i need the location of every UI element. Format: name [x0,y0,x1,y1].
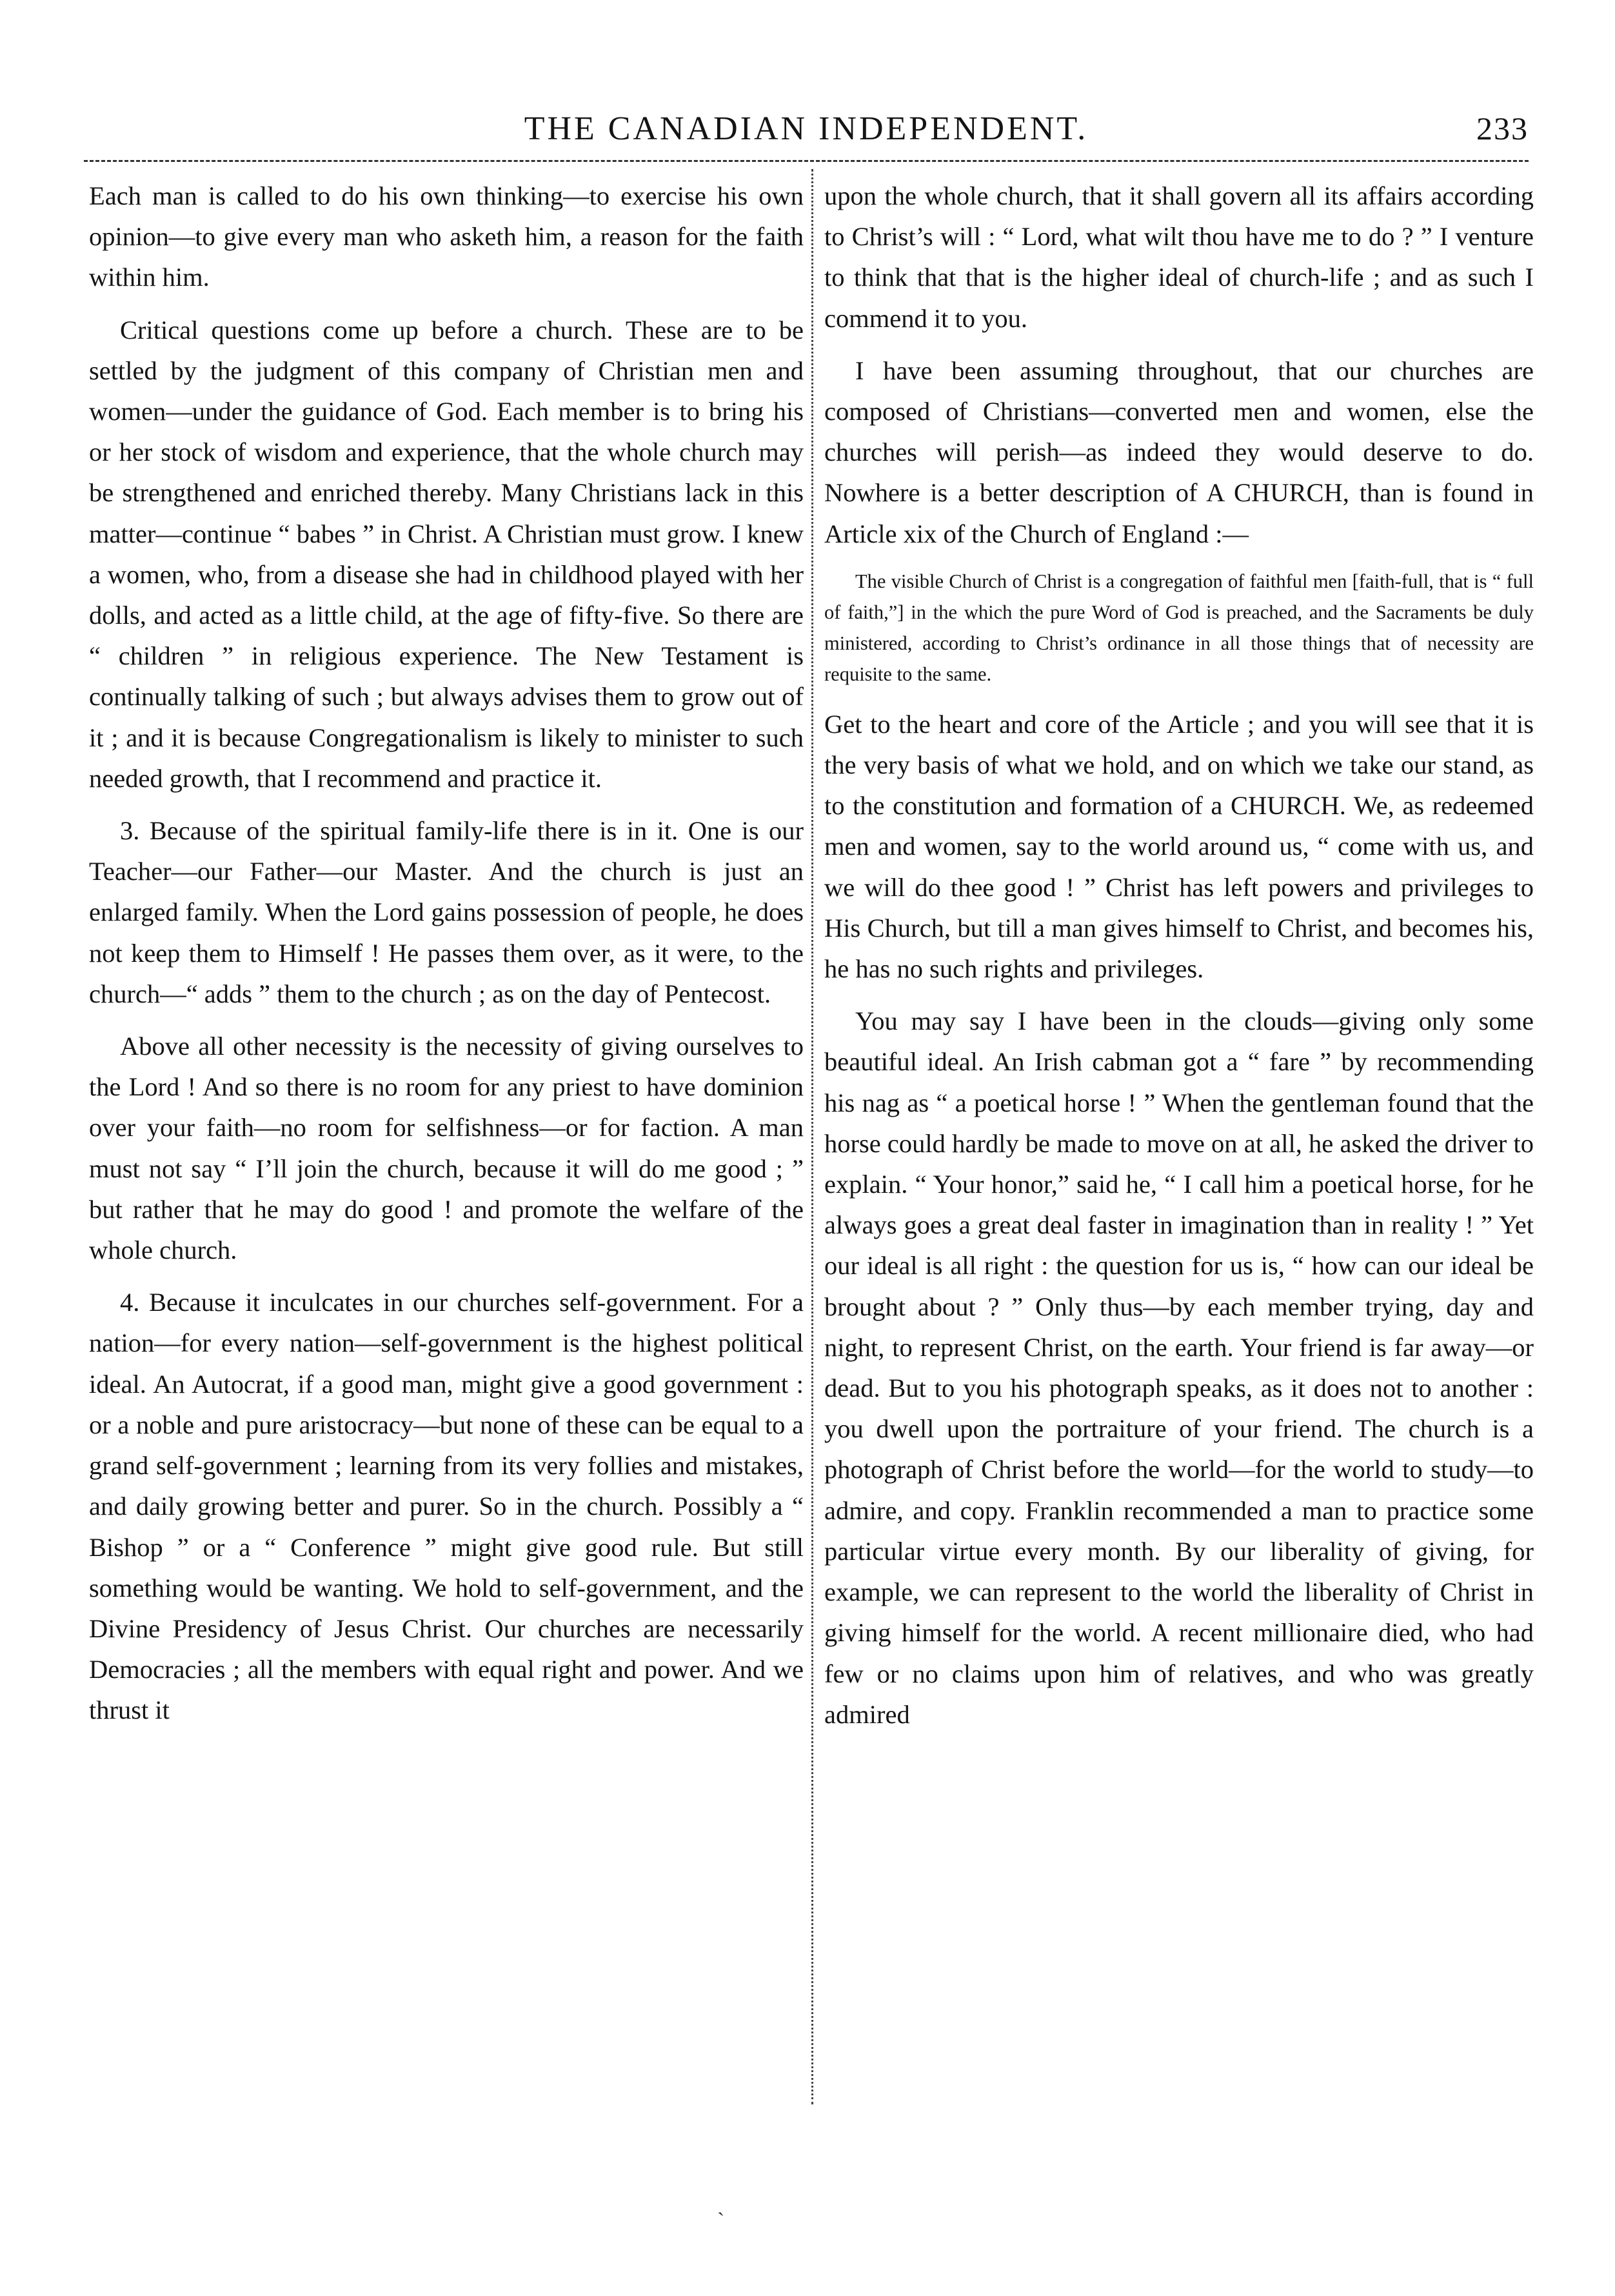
page-number: 233 [1476,110,1529,146]
block-quote: The visible Church of Christ is a congregation of faithful men [faith-full, that is “ full of faith,”] in the which the pure Word of God is preached, and the Sacraments be duly ministered, according to Christ’s ordinance in all those things that of necessity are requisite to the same. [824,570,1534,685]
paragraph: 4. Because it inculcates in our churches self-government. For a nation—for every nation—self-government is the highest political ideal. An Autocrat, if a good man, might give a good government : or a noble and pure aristocracy—but none of these can be equal to a grand self-government ; learning from its very follies and mistakes, and daily growing better and purer. So in the church. Possibly a “ Bishop ” or a “ Conference ” might give good rule. But still something would be wanting. We hold to self-government, and the Divine Presidency of Jesus Christ. Our churches are necessarily Democracies ; all the members with equal right and power. And we thrust it [89,1288,804,1725]
paragraph: You may say I have been in the clouds—giving only some beautiful ideal. An Irish cabman got a “ fare ” by recommending his nag as “ a poetical horse ! ” When the gentleman found that the horse could hardly be made to move on at all, he asked the driver to explain. “ Your honor,” said he, “ I call him a poetical horse, for he always goes a great deal faster in imagination than in reality ! ” Yet our ideal is all right : the question for us is, “ how can our ideal be brought about ? ” Only thus—by each member trying, day and night, to represent Christ, on the earth. Your friend is far away—or dead. But to you his photograph speaks, as it does not to another : you dwell upon the portraiture of your friend. The church is a photograph of Christ before the world—for the world to study—to admire, and copy. Franklin recommended a man to practice some particular virtue every month. By our liberality of giving, for example, we can represent to the world the liberality of Christ in giving himself for the world. A recent millionaire died, who had few or no claims upon him of relatives, and who was greatly admired [824,1006,1534,1729]
paragraph: 3. Because of the spiritual family-life there is in it. One is our Teacher—our Father—our Master. And the church is just an enlarged family. When the Lord gains possession of people, he does not keep them to Himself ! He passes them over, as it were, to the church—“ adds ” them to the church ; as on the day of Pentecost. [89,816,804,1008]
paragraph: I have been assuming throughout, that our churches are composed of Christians—converted men and women, else the churches will perish—as indeed they would deserve to do. Nowhere is a better description of A CHURCH, than is found in Article xix of the Church of England :— [824,355,1534,548]
footer-mark: ˎ [717,2192,725,2216]
header-rule [84,160,1529,162]
paragraph: Get to the heart and core of the Article ; and you will see that it is the very basis of what we hold, and on which we take our stand, as to the constitution and formation of a CHURCH. We, as redeemed men and women, say to the world around us, “ come with us, and we will do thee good ! ” Christ has left powers and privileges to His Church, but till a man gives himself to Christ, and becomes his, he has no such rights and privileges. [824,709,1534,984]
journal-title: THE CANADIAN INDEPENDENT. [524,110,1089,147]
paragraph: Critical questions come up before a church. These are to be settled by the judgment of this company of Christian men and women—under the guidance of God. Each member is to bring his or her stock of wisdom and experience, that the whole church may be strengthened and enriched thereby. Many Christians lack in this matter—continue “ babes ” in Christ. A Christian must grow. I knew a women, who, from a disease she had in childhood played with her dolls, and acted as a little child, at the age of fifty-five. So there are “ children ” in religious experience. The New Testament is continually talking of such ; but always advises them to grow out of it ; and it is because Congregationalism is likely to minister to such needed growth, that I recommend and practice it. [89,315,804,793]
paragraph: upon the whole church, that it shall govern all its affairs according to Christ’s will : “ Lord, what wilt thou have me to do ? ” I venture to think that that is the higher ideal of church-life ; and as such I commend it to you. [824,181,1534,333]
paragraph: Each man is called to do his own thinking—to exercise his own opinion—to give every man who asketh him, a reason for the faith within him. [89,181,804,292]
right-column [824,175,1534,1746]
running-head [84,110,1529,155]
left-column [89,175,804,1742]
column-divider [811,169,813,2104]
paragraph: Above all other necessity is the necessity of giving ourselves to the Lord ! And so there is no room for any priest to have dominion over your faith—no room for selfishness—or for faction. A man must not say “ I’ll join the church, because it will do me good ; ” but rather that he may do good ! and promote the welfare of the whole church. [89,1032,804,1265]
